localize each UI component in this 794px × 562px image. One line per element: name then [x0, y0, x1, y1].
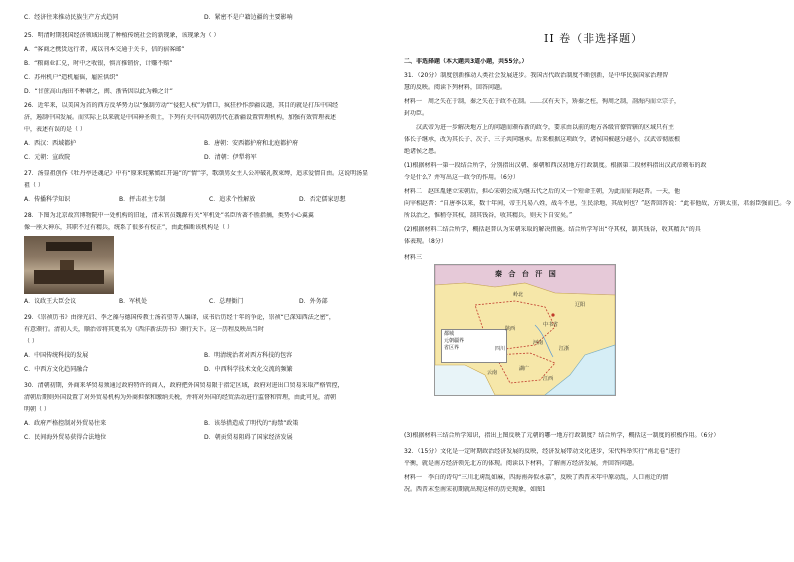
q29-option-b[interactable]: B．明清统治者对西方科技的包容 — [204, 352, 293, 359]
q28-option-d[interactable]: D．外务部 — [299, 298, 328, 305]
q32-stem-1: 32．（15分）文化是一定时期政治经济发展的反映，经济发展带动文化进步，宋代科举实行“南北卷”进行 — [404, 448, 681, 455]
q24-option-c[interactable]: C．经济往来推动民族生产方式趋同 — [24, 14, 119, 21]
q27-option-c[interactable]: C．追求个性解放 — [209, 196, 256, 203]
q27-option-b[interactable]: B．抨击君主专制 — [119, 196, 166, 203]
q28-stem-2: 像一座大神东，其职不过有精兵，统系了很多有校正”，由此推断该机构是（ ） — [24, 224, 234, 231]
q28-stem-1: 28．下图为北京故宫博物院中一处机构的旧址，清末官员魏源有关“军机处”名臣所著不胜指摘，类势小心翼翼 — [24, 212, 314, 219]
section-heading: 二、非选择题（本大题共3道小题，共55分。） — [404, 58, 528, 65]
q30-option-d[interactable]: D．朝贡贸易阻碍了国家经济发展 — [204, 434, 293, 441]
q27-stem-2: 祖（ ） — [24, 182, 44, 189]
map-label-jiangxi: 江西 — [543, 376, 554, 382]
map-label-henan: 河南 — [533, 340, 544, 346]
q28-option-b[interactable]: B．军机处 — [119, 298, 148, 305]
q31-question-1b: 令是什么？并写出这一政令的作用。（6分） — [404, 174, 519, 181]
q26-option-c[interactable]: C．元朝：宣政院 — [24, 154, 71, 161]
q29-option-a[interactable]: A．中国传统科技的发展 — [24, 352, 89, 359]
q24-option-d[interactable]: D．紧密不是户籍边疆的主要影响 — [204, 14, 293, 21]
q29-option-c[interactable]: C．中西方文化趋同融合 — [24, 366, 89, 373]
q26-stem-1: 26．近年来，以美国为首的西方反华势力以“强制劳动”“侵犯人权”为借口，疯狂抄作涉疆议题，其目的就是打压中国经 — [24, 102, 339, 109]
q29-stem-1: 29．《崇祯历书》由徐光启、李之藻与德国传教士汤若望等人编译，成书后历经十年的争论，崇祯“已深知西法之密”， — [24, 314, 335, 321]
q30-option-c[interactable]: C．民间海外贸易获得合法地位 — [24, 434, 107, 441]
q31-material-1d: 体长子继承，改为其长子、次子、三子共同继承。后来根据这项政令，诸侯国被越分越小，汉武帝彻底根 — [404, 136, 681, 143]
photo-table — [34, 270, 104, 284]
q25-option-c[interactable]: C．苏州机户“造机雇徭，雇匠供织” — [24, 74, 119, 81]
map-label-liaoyang: 辽阳 — [575, 302, 586, 308]
q32-material-1b: 况。西晋末至南宋初期就出现这样的历史现象，如图1 — [404, 486, 546, 493]
q31-question-2a: (2)根据材料二结合所学，概括赵普认为宋朝采取的解决措施。结合所学写出“夺其权，制其钱谷，收其精兵”的具 — [404, 226, 701, 233]
q29-option-d[interactable]: D．中西科学技术文化交流的频繁 — [204, 366, 293, 373]
q31-question-2b: 体表现。（8分） — [404, 238, 447, 245]
map-label-lingbei: 岭北 — [513, 292, 524, 298]
q26-option-d[interactable]: D．清朝：伊犁将军 — [204, 154, 257, 161]
q26-option-a[interactable]: A．西汉：西域都护 — [24, 140, 77, 147]
q25-option-b[interactable]: B．“粮商业汇兑，时中之收银，慎言推销价，计赚不赔” — [24, 60, 173, 67]
q27-stem-1: 27．汤显祖创作《牡丹亭还魂记》中有“原来姹紫嫣红开遍”的“情”字，歌颂男女主人公冲破礼教束缚，追求爱情自由。这说明汤显 — [24, 170, 369, 177]
q31-material-2c: 所以治之，惟稍夺其权，制其钱谷，收其精兵，则天下自安矣。” — [404, 212, 573, 219]
photo-plaque — [46, 242, 92, 251]
legend-item-province-line: 省区界 — [444, 345, 460, 351]
q30-stem-3: 明朝（ ） — [24, 406, 50, 413]
q25-option-a[interactable]: A．“客商之携货远行者，咸以刊本交通于关卡，信的宿客邮” — [24, 46, 185, 53]
q31-stem-2: 慧的反映。阅读下列材料，回答问题。 — [404, 84, 507, 91]
legend-item-border: 元朝疆界 — [444, 338, 465, 344]
part-title: II 卷（非选择题） — [544, 32, 644, 45]
q29-stem-2: 有意颁行。清初人关，顺治帝将其更名为《西洋新法历书》颁行天下。这一历程反映出当时 — [24, 326, 265, 333]
q26-stem-3: 中，表述有误的是（ ） — [24, 126, 86, 133]
q31-material-2a: 材料二 赵匡胤建立宋朝后，担心宋朝会成为继五代之后的又一个短命王朝，为此而征询赵普。一天，他 — [404, 188, 681, 195]
map-label-shaanxi: 陕西 — [505, 326, 516, 332]
q31-material-1b: 封功臣。 — [404, 110, 429, 117]
yuan-province-map — [434, 264, 616, 396]
map-label-sichuan: 四川 — [495, 346, 506, 352]
legend-item-capital: 都城 — [444, 331, 455, 337]
q28-option-c[interactable]: C．总理衙门 — [209, 298, 244, 305]
map-label-jiangzhe: 江浙 — [559, 346, 570, 352]
q31-material-2b: 向宰相赵普：“自唐季以来，数十年间，帝王凡易八姓，战斗不息，生民涂地，其故何也？”赵普回答说：“此非他故，方镇太重，君弱臣强而已。今 — [404, 200, 792, 207]
q26-option-b[interactable]: B．唐朝：安西都护府和北庭都护府 — [204, 140, 299, 147]
map-title: 秦 合 台 汗 国 — [495, 270, 558, 278]
q30-option-b[interactable]: B．该举措造成了明代的“海禁”政策 — [204, 420, 299, 427]
q26-stem-2: 济，遏制中国发展。而实际上以来就是中国神圣领土，下列有关中国历朝历代在新疆设置管理机构，加强有效管理表述 — [24, 114, 337, 121]
q32-stem-2: 平衡，就是南方经济领先北方的体现。阅读以下材料，了解南方经济发展，并回答问题。 — [404, 460, 639, 467]
map-label-zhongshu: 中书省 — [543, 322, 559, 328]
q28-option-a[interactable]: A．议政王大臣会议 — [24, 298, 77, 305]
q25-option-d[interactable]: D．“甘蔗高山海田不种耕之，闽、浙皆因以此为赖之计” — [24, 88, 173, 95]
q31-material-1e: 绝诸侯之患。 — [404, 148, 441, 155]
q31-material-1a: 材料一 周之失在于制，秦之失在于政不在制。……汉有天下，矫秦之枉，徇周之制，剖海内而立宗子， — [404, 98, 681, 105]
q30-stem-2: 清朝后期则外国设置了对外贸易机构为外商担保和缴纳关税，并将对外国的经贸活动进行监督和管理，由此可见，清朝 — [24, 394, 337, 401]
q27-option-a[interactable]: A．传播科学知识 — [24, 196, 71, 203]
q28-photo — [24, 236, 114, 294]
q31-question-1a: (1)根据材料一第一段结合所学，分别指出汉朝、秦朝和西汉初地方行政制度。根据第二段材料指出汉武帝颁布的政 — [404, 162, 707, 169]
map-label-yunnan: 云南 — [487, 370, 498, 376]
map-label-huguang: 湖广 — [519, 366, 530, 372]
q25-stem: 25．明清时期我国经济领域出现了种植传统社会的新现象，该现象为（ ） — [24, 32, 220, 39]
q27-option-d[interactable]: D．否定儒家思想 — [299, 196, 346, 203]
q31-question-3: (3)根据材料三结合所学知识，指出上图反映了元朝的哪一地方行政制度？结合所学，概括这一制度的积极作用。（6分） — [404, 432, 720, 439]
q30-stem-1: 30．清朝初期，外商来华贸易须通过政府特许的商人，政府把外国贸易限于指定区域，政府对进出口贸易采取严格管控， — [24, 382, 344, 389]
q31-material-3-label: 材料三 — [404, 254, 423, 261]
q30-option-a[interactable]: A．政府严格控制对外贸易往来 — [24, 420, 107, 427]
q31-stem-1: 31．（20分）制度创新推动人类社会发展进步。我国古代政治制度不断创新，是中华民族国家治理智 — [404, 72, 669, 79]
q29-stem-3: （ ） — [24, 338, 38, 345]
q31-material-1c: 汉武帝为进一步解决地方上的问题而颁布新的政令，要求由以前的地方各级官僚管辖的区域只有主 — [404, 124, 675, 131]
q32-material-1a: 材料一 李白的诗句“三川北虏乱如麻，四海南奔似永嘉”，反映了西晋末年中原动乱，人口南迁的情 — [404, 474, 669, 481]
